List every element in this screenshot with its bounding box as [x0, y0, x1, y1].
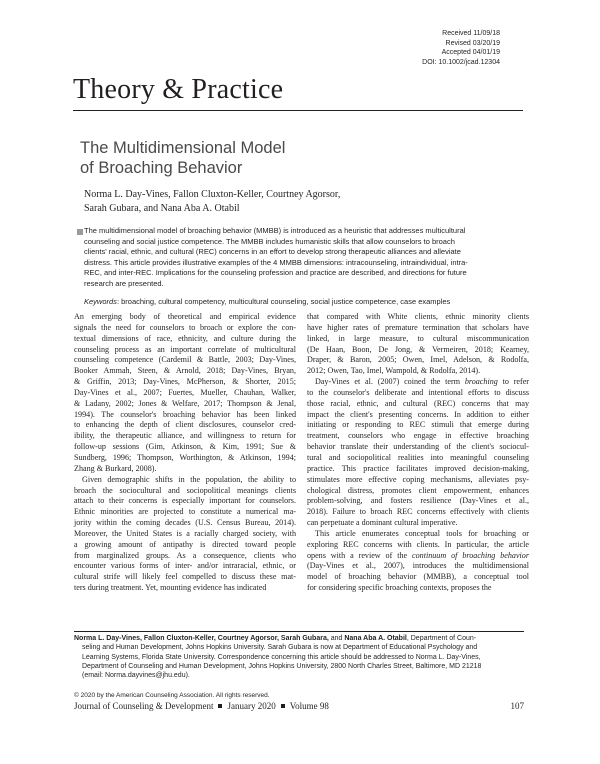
- abstract: [84, 226, 524, 290]
- keywords: [84, 297, 450, 307]
- separator-icon: [281, 704, 285, 708]
- body-text-line: from marginalized groups. As a consequence, clients who: [74, 550, 296, 560]
- body-text-line: textual dimensions of race, ethnicity, and culture during the: [74, 333, 296, 343]
- separator-icon: [218, 704, 222, 708]
- abstract-line: counseling and social justice competence. The MMBB includes humanistic skills that allow counselors to broach: [84, 236, 455, 246]
- emphasized-term: continuum of broaching behavior: [412, 550, 529, 560]
- keywords-text: : broaching, cultural competency, multicultural counseling, social justice competence, case examples: [116, 297, 451, 306]
- article-title-line: of Broaching Behavior: [80, 158, 243, 177]
- body-text-line: model of broaching behavior (MMBB), a conceptual tool: [307, 572, 529, 582]
- title-divider: [73, 110, 523, 111]
- body-text-line: Ethnic minorities are projected to constitute a numerical ma-: [74, 507, 296, 517]
- accepted-date: Accepted 04/01/19: [441, 49, 500, 57]
- body-text-line: a growing amount of antipathy is directed toward people: [74, 539, 296, 549]
- author-line: Norma L. Day-Vines, Fallon Cluxton-Keller, Courtney Agorsor,: [84, 189, 341, 200]
- body-text-line: for considering specific broaching contexts, proposes the: [307, 583, 492, 593]
- footnote-affiliation: , Department of Coun-: [406, 635, 477, 642]
- body-text-line: signals the need for counselors to broach or explore the con-: [74, 322, 296, 332]
- page-footer: [74, 700, 524, 712]
- footnote-divider: [74, 631, 524, 632]
- keywords-label: Keywords: [84, 297, 117, 306]
- abstract-line: clients' racial, ethnic, and cultural (REC) concerns in an effort to develop strong therapeutic alliances and alleviate: [84, 247, 461, 257]
- section-title: Theory & Practice: [73, 74, 284, 105]
- footnote-line: seling and Human Development, Johns Hopkins University. Sarah Gubara is now at Department of Educational Psychology and: [82, 644, 478, 652]
- body-text-line: attach to their concerns is especially important for counselors.: [74, 496, 296, 506]
- copyright: © 2020 by the American Counseling Association. All rights reserved.: [74, 692, 270, 699]
- body-text-line: jority within the coming decades (U.S. Census Bureau, 2014).: [74, 518, 296, 528]
- body-text-line: have higher rates of premature termination that scholars have: [307, 322, 529, 332]
- body-text-line: treatment, counselors who engage in effective broaching: [307, 431, 529, 441]
- body-text-line: to the counselor's deliberate and intentional efforts to discuss: [307, 387, 529, 397]
- footnote-line: [74, 634, 524, 643]
- footnote-last-author: Nana Aba A. Otabil: [344, 635, 407, 642]
- received-date: Received 11/09/18: [442, 30, 500, 37]
- article-dates: [422, 29, 500, 67]
- body-text-line: chological distress, promotes client empowerment, enhances: [307, 485, 529, 495]
- abstract-line: REC, and inter-REC. Implications for the counseling profession and practice are described, and directions for future: [84, 268, 467, 278]
- volume: Volume 98: [289, 701, 329, 711]
- issue-date: January 2020: [227, 701, 276, 711]
- body-text-line: those racial, ethnic, and cultural (REC) concerns that may: [307, 398, 529, 408]
- body-text-line: 1994). The counselor's broaching behavior has been linked: [74, 409, 296, 419]
- body-text-line: problem-solving, and fosters resilience (Day-Vines et al.,: [307, 496, 529, 506]
- body-text-line: Day-Vines et al., 2007; Fuertes, Mueller, Chauhan, Walker,: [74, 387, 296, 397]
- emphasized-term: broaching: [464, 377, 498, 387]
- body-text-line: 2012; Owen, Tao, Imel, Wampold, & Rodolfa, 2014).: [307, 366, 481, 376]
- body-text-line: encounter various forms of inter- and/or intraracial, ethnic, or: [74, 561, 296, 571]
- body-text-line: Day-Vines et al. (2007) coined the term broaching to refer: [315, 377, 529, 387]
- body-text-line: & Griffin, 2013; Day-Vines, McPherson, & Shorter, 2015;: [74, 377, 296, 387]
- body-text-line: counseling process as an important correlate of multicultural: [74, 344, 296, 354]
- author-footnote: [74, 634, 524, 680]
- article-title-line: The Multidimensional Model: [80, 139, 286, 157]
- body-text-line: Booker Ammah, Steen, & Arnold, 2018; Day-Vines, Bryan,: [74, 366, 296, 376]
- footnote-line: (email: Norma.dayvines@jhu.edu).: [82, 672, 190, 680]
- body-text-line: impact the client's presenting concerns. In addition to either: [307, 409, 529, 419]
- body-text-line: Moreover, the United States is a racially charged society, with: [74, 528, 296, 538]
- page-number: 107: [510, 701, 524, 711]
- body-text-line: to enhancing the depth of client disclosures, counselor cred-: [74, 420, 296, 430]
- body-text-line: Zhang & Burkard, 2008).: [74, 463, 157, 473]
- body-text-line: can perpetuate a dominant cultural imperative.: [307, 518, 458, 528]
- body-text-line: This article enumerates conceptual tools for broaching or: [315, 528, 529, 538]
- body-text-line: (De Haan, Boon, De Jong, & Vermeiren, 2018; Kearney,: [307, 344, 529, 354]
- body-text-line: exploring REC concerns with clients. In particular, the article: [307, 539, 529, 549]
- abstract-line: distress. This article provides illustrative examples of the 4 MMBB dimensions: intracounseling, intraindividual, intra-: [84, 257, 468, 267]
- body-column-right: [307, 312, 529, 594]
- body-text-line: ters during treatment. Yet, mounting evidence has indicated: [74, 583, 267, 593]
- footnote-and: and: [328, 635, 345, 642]
- body-text-line: cultural strife will likely feel compelled to discuss these mat-: [74, 572, 296, 582]
- body-text-line: (Day-Vines et al., 2007), introduces the multidimensional: [307, 561, 529, 571]
- body-text-line: Given demographic shifts in the population, the ability to: [82, 474, 296, 484]
- abstract-marker-icon: [77, 229, 83, 235]
- body-column-left: [74, 312, 296, 594]
- body-text-line: follow-up sessions (Gim, Atkinson, & Kim, 1991; Sue &: [74, 442, 296, 452]
- body-text-line: behavior translate their understanding of the client's sociocul-: [307, 442, 529, 452]
- body-text-line: counseling competence (Cardemil & Battle, 2003; Day-Vines,: [74, 355, 296, 365]
- body-text-line: opens with a review of the continuum of broaching behavior: [307, 550, 529, 560]
- body-text-line: ibility, the therapeutic alliance, and willingness to return for: [74, 431, 296, 441]
- body-text-line: 2018). Failure to broach REC concerns effectively with clients: [307, 507, 529, 517]
- footnote-authors: Norma L. Day-Vines, Fallon Cluxton-Keller, Courtney Agorsor, Sarah Gubara,: [74, 635, 329, 642]
- body-text-line: that compared with White clients, ethnic minority clients: [307, 312, 529, 321]
- body-text-line: stimulates more effective coping mechanisms, alleviates psy-: [307, 474, 529, 484]
- body-text-line: broach the sociocultural and sociopolitical meanings clients: [74, 485, 296, 495]
- footnote-line: Learning Systems, Florida State University. Correspondence concerning this article should be addressed to Norma L. Day-Vines,: [82, 653, 481, 661]
- journal-name: Journal of Counseling & Development: [74, 701, 214, 711]
- body-text-line: An emerging body of theoretical and empirical evidence: [74, 312, 296, 321]
- body-text-line: linked, in large measure, to cultural miscommunication: [307, 333, 529, 343]
- body-text-line: practice. This practice facilitates improved decision-making,: [307, 463, 529, 473]
- doi: DOI: 10.1002/jcad.12304: [422, 58, 500, 66]
- footnote-line: Department of Counseling and Human Development, Johns Hopkins University, 2800 North Charles Street, Baltimore, MD 21218: [82, 662, 482, 670]
- abstract-line: The multidimensional model of broaching behavior (MMBB) is introduced as a heuristic that addresses multicultural: [84, 226, 466, 235]
- body-text-line: Sundberg, 1996; Thompson, Worthington, & Atkinson, 1994;: [74, 452, 296, 462]
- body-text-line: & Ladany, 2002; Jones & Welfare, 2017; Thompson & Jenal,: [74, 398, 296, 408]
- body-text-line: Draper, & Baron, 2005; Owen, Imel, Adelson, & Rodolfa,: [307, 355, 529, 365]
- body-text-line: tural and sociopolitical realities into meaningful counseling: [307, 452, 529, 462]
- author-list: [84, 188, 340, 215]
- author-line: Sarah Gubara, and Nana Aba A. Otabil: [84, 202, 240, 214]
- article-title: [80, 139, 285, 178]
- revised-date: Revised 03/20/19: [445, 39, 500, 47]
- abstract-line: research are presented.: [84, 278, 164, 288]
- body-text-line: initiating or responding to REC stimuli that emerge during: [307, 420, 529, 430]
